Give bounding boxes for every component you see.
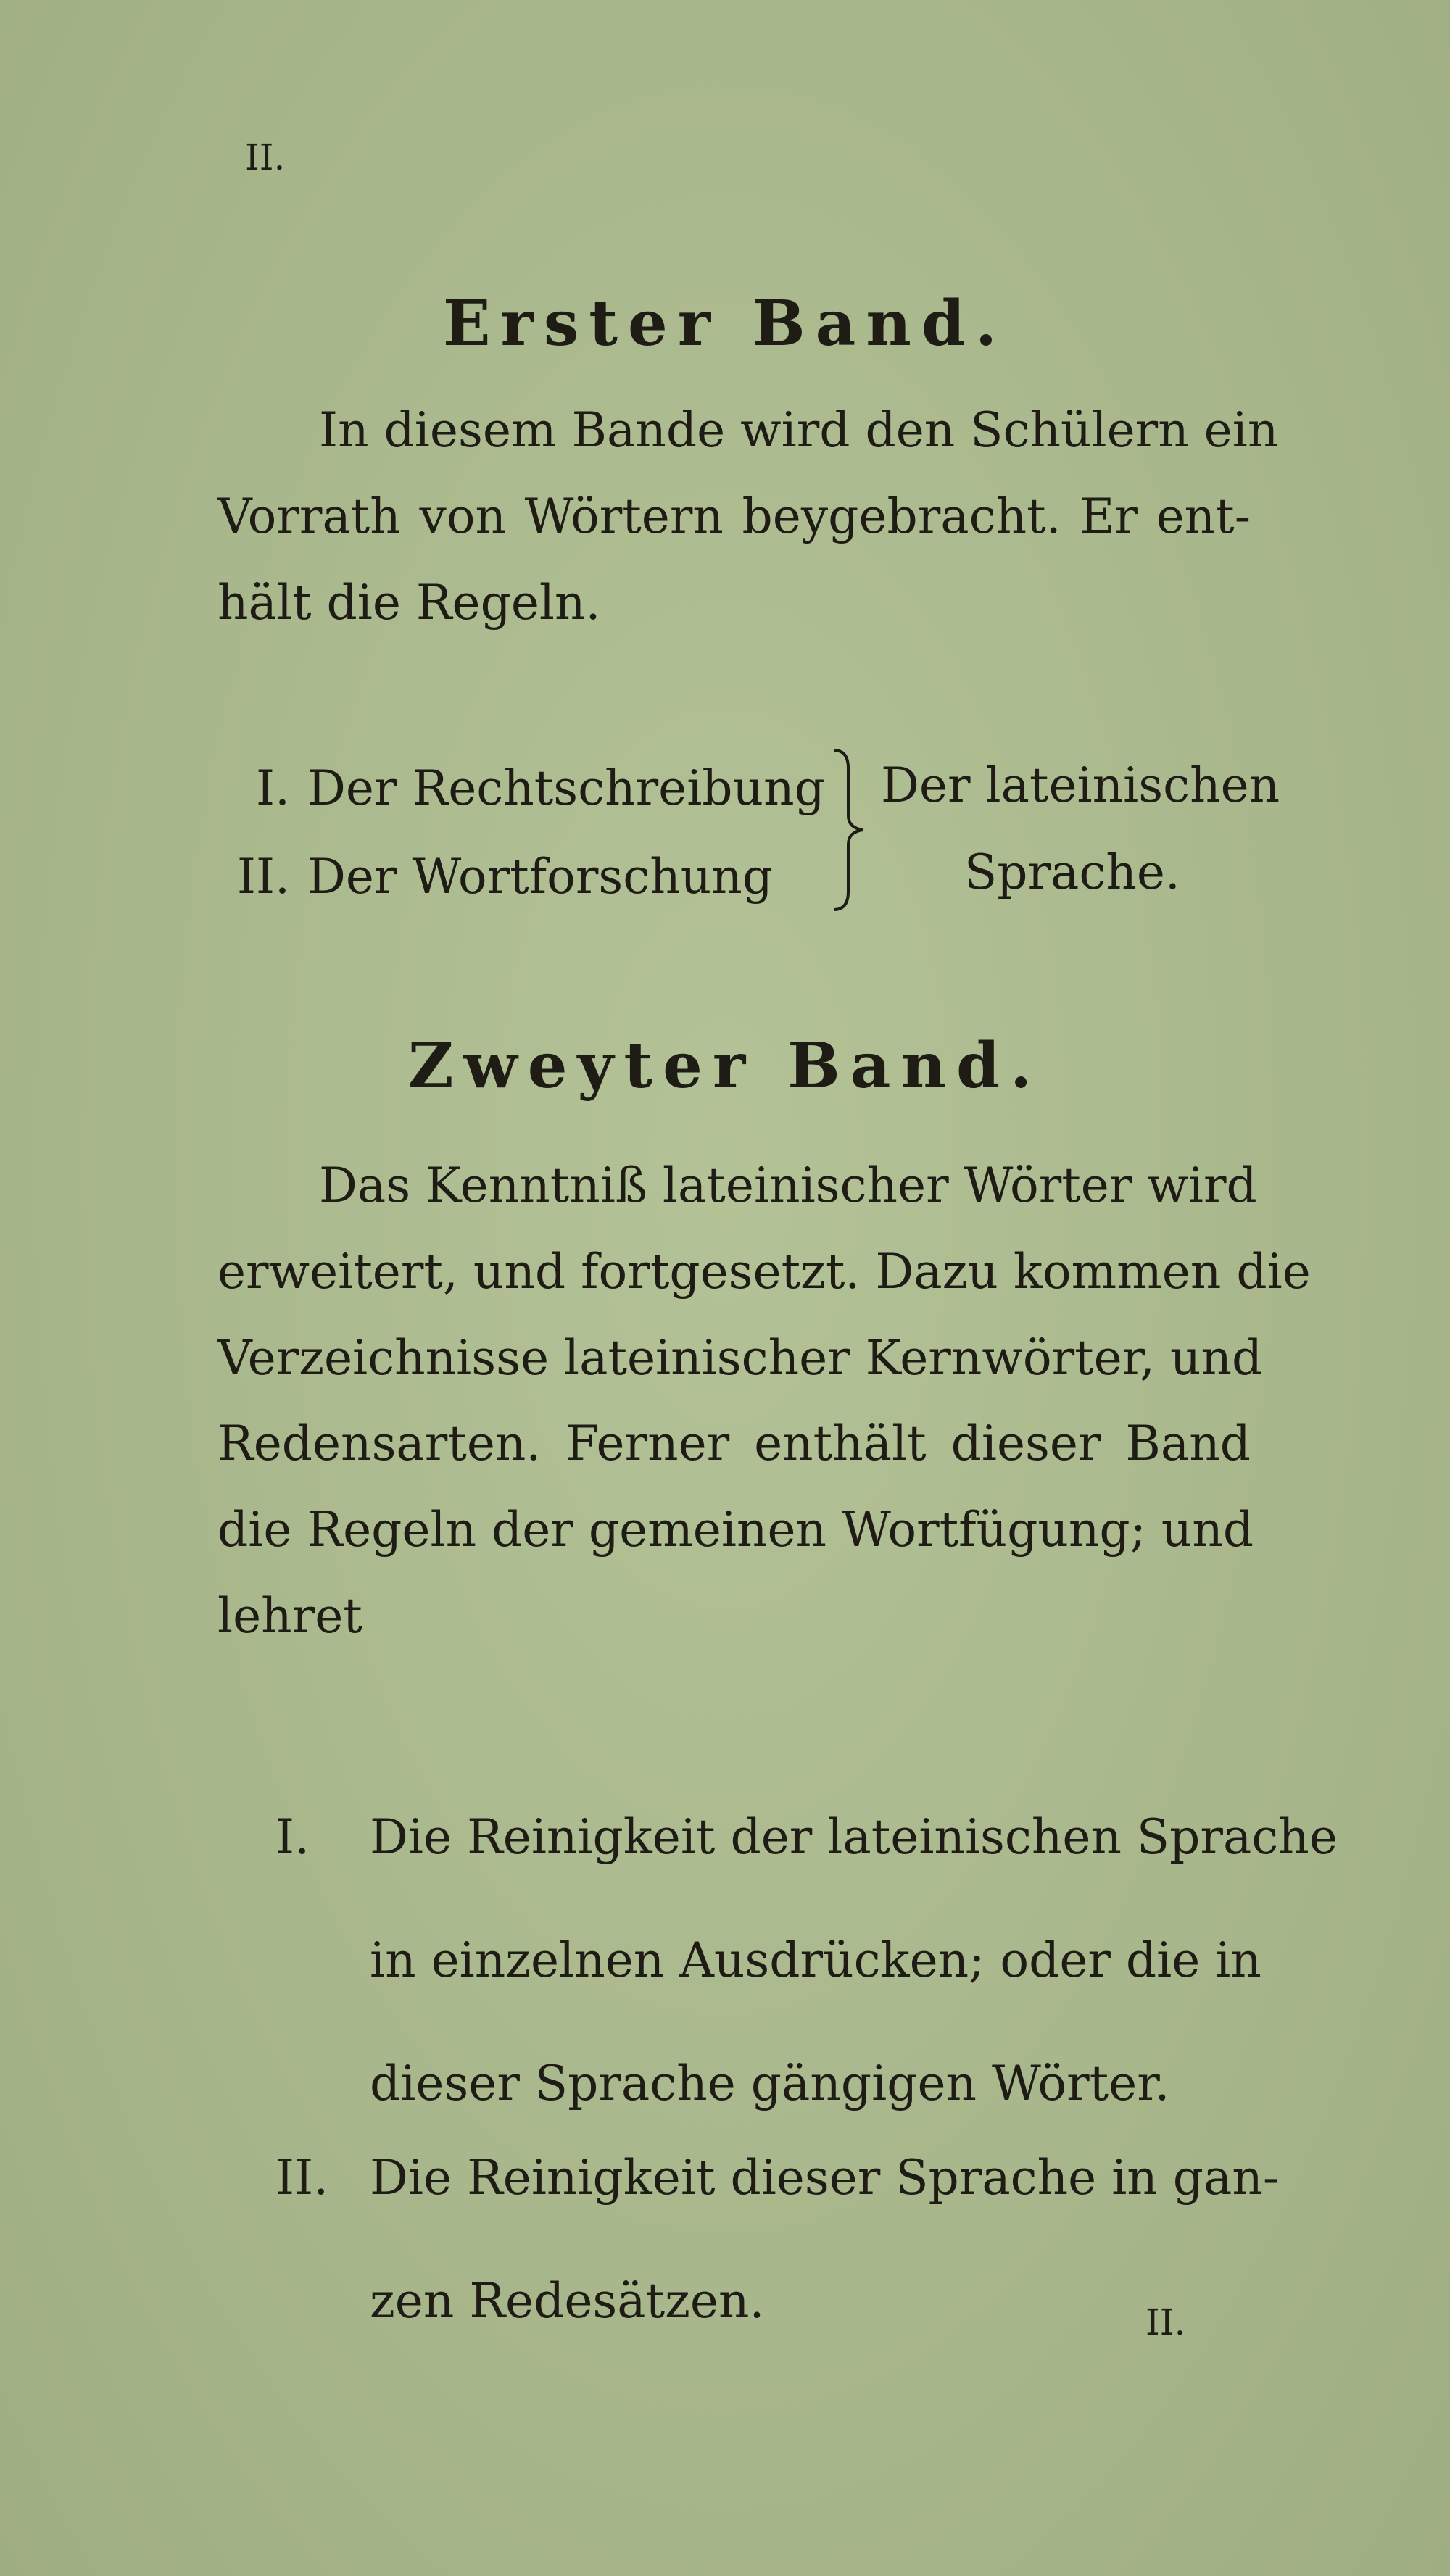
brace-text: Sprache. [964,844,1180,900]
text-line: Das Kenntniß lateinischer Wörter wird [319,1158,1257,1213]
list-item [276,1776,1338,2145]
page-number: II. [245,136,286,178]
curly-brace-icon [826,747,870,913]
section-heading-zweyter-band: Zweyter Band. [407,1029,1043,1102]
section-heading-erster-band: Erster Band. [443,287,1007,360]
rule-item [210,738,825,839]
rule-number: II. [236,849,290,905]
item-line: in einzelnen Ausdrücken; oder die in [370,1932,1262,1988]
list-item [276,2116,1279,2363]
text-line: Redensarten. Ferner enthält dieser Band [218,1416,1251,1472]
text-line: hält die Regeln. [218,574,601,631]
text-line: lehret [218,1587,362,1644]
text-line: Vorrath von Wörtern beygebracht. Er ent- [218,488,1251,544]
catchword: II. [1146,2301,1186,2343]
item-number: II. [276,2150,329,2206]
section2-intro [218,1143,1311,1660]
brace-text: Der lateinischen [881,757,1280,813]
section1-intro [218,388,1279,646]
item-line: dieser Sprache gängigen Wörter. [370,2056,1170,2111]
text-line: Verzeichnisse lateinischer Kernwörter, und [218,1329,1263,1386]
item-line: Die Reinigkeit dieser Sprache in gan- [370,2150,1280,2206]
rule-text: Der Rechtschreibung [307,760,825,816]
item-number: I. [276,1809,310,1865]
rule-text: Der Wortforschung [307,849,773,905]
text-line: In diesem Bande wird den Schülern ein [319,402,1279,458]
text-line: die Regeln der gemeinen Wortfügung; und [218,1502,1254,1558]
text-line: erweitert, und fortgesetzt. Dazu kommen die [218,1243,1311,1300]
rule-item [210,826,773,928]
item-line: Die Reinigkeit der lateinischen Sprache [370,1809,1338,1865]
rule-number: I. [255,760,290,816]
item-line: zen Redesätzen. [370,2273,765,2329]
